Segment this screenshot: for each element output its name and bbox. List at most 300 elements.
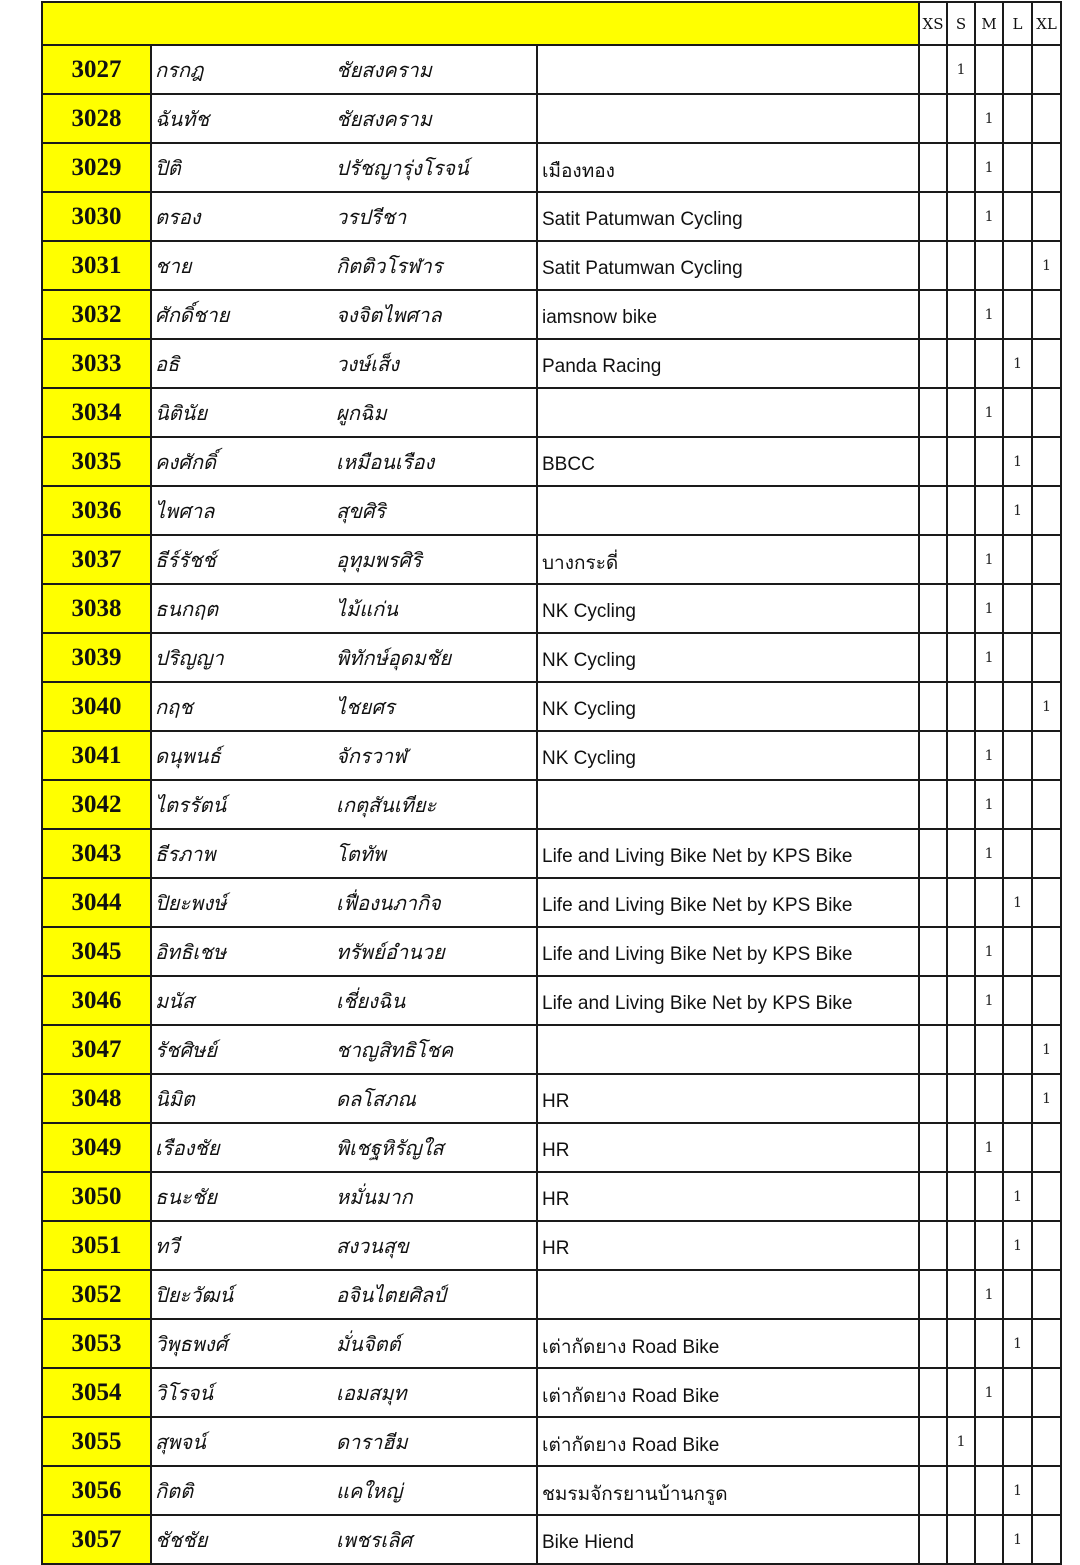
name-cell xyxy=(151,94,537,143)
size-l-count xyxy=(1003,143,1032,192)
first-name: สุพจน์ xyxy=(155,1430,206,1454)
size-m-count xyxy=(975,339,1003,388)
first-name: อิทธิเชษ xyxy=(155,940,226,964)
size-m-count xyxy=(975,45,1003,94)
size-l-count: 1 xyxy=(1003,1515,1032,1564)
first-name: ธีรภาพ xyxy=(155,842,216,866)
bib-number: 3049 xyxy=(42,1123,151,1172)
size-m-count xyxy=(975,1417,1003,1466)
size-xs-count xyxy=(919,1515,947,1564)
size-xs-count xyxy=(919,94,947,143)
bib-number: 3038 xyxy=(42,584,151,633)
size-s-count xyxy=(947,437,975,486)
size-xl-count xyxy=(1032,192,1061,241)
last-name: สุขศิริ xyxy=(336,499,386,523)
last-name: มั่นจิตต์ xyxy=(336,1332,401,1356)
size-s-count xyxy=(947,731,975,780)
last-name: จักรวาฬ xyxy=(336,744,407,768)
size-s-count xyxy=(947,94,975,143)
size-xl-count xyxy=(1032,339,1061,388)
table-row xyxy=(42,1368,1061,1417)
size-m-count: 1 xyxy=(975,780,1003,829)
size-l-count xyxy=(1003,976,1032,1025)
size-m-count: 1 xyxy=(975,584,1003,633)
name-cell xyxy=(151,780,537,829)
size-s-count: 1 xyxy=(947,45,975,94)
table-row xyxy=(42,1221,1061,1270)
last-name: โตทัพ xyxy=(336,842,387,866)
size-s-count xyxy=(947,486,975,535)
name-cell xyxy=(151,976,537,1025)
team-name xyxy=(537,780,919,829)
size-s-count xyxy=(947,633,975,682)
size-xl-count xyxy=(1032,1515,1061,1564)
last-name: อจินไตยศิลป์ xyxy=(336,1283,446,1307)
size-m-count: 1 xyxy=(975,290,1003,339)
size-s-count xyxy=(947,241,975,290)
size-xl-count xyxy=(1032,1172,1061,1221)
name-cell xyxy=(151,1417,537,1466)
first-name: รัชศิษย์ xyxy=(155,1038,217,1062)
size-s-count xyxy=(947,290,975,339)
size-l-count xyxy=(1003,290,1032,339)
size-m-count xyxy=(975,878,1003,927)
first-name: นิตินัย xyxy=(155,401,208,425)
registration-table xyxy=(41,1,1062,1565)
size-xs-count xyxy=(919,633,947,682)
last-name: เอมสมุท xyxy=(336,1381,407,1405)
table-row xyxy=(42,1515,1061,1564)
bib-number: 3047 xyxy=(42,1025,151,1074)
size-m-count xyxy=(975,486,1003,535)
size-xl-count xyxy=(1032,143,1061,192)
size-l-count: 1 xyxy=(1003,486,1032,535)
team-name: Satit Patumwan Cycling xyxy=(537,192,919,241)
size-xs-count xyxy=(919,388,947,437)
name-cell xyxy=(151,241,537,290)
table-row xyxy=(42,192,1061,241)
size-l-count xyxy=(1003,1025,1032,1074)
size-xs-count xyxy=(919,780,947,829)
team-name xyxy=(537,45,919,94)
size-xl-count xyxy=(1032,486,1061,535)
team-name: HR xyxy=(537,1221,919,1270)
size-s-count xyxy=(947,192,975,241)
name-cell xyxy=(151,633,537,682)
size-m-count xyxy=(975,1221,1003,1270)
name-cell xyxy=(151,878,537,927)
size-m-count xyxy=(975,682,1003,731)
name-cell xyxy=(151,290,537,339)
table-row xyxy=(42,1270,1061,1319)
size-s-count xyxy=(947,878,975,927)
first-name: ปริญญา xyxy=(155,646,224,670)
size-xs-count xyxy=(919,878,947,927)
bib-number: 3027 xyxy=(42,45,151,94)
team-name: Panda Racing xyxy=(537,339,919,388)
size-xl-count xyxy=(1032,1123,1061,1172)
bib-number: 3055 xyxy=(42,1417,151,1466)
size-l-count xyxy=(1003,731,1032,780)
size-xl-count xyxy=(1032,633,1061,682)
size-l-count xyxy=(1003,388,1032,437)
size-l-count xyxy=(1003,927,1032,976)
team-name: เต่ากัดยาง Road Bike xyxy=(537,1368,919,1417)
size-m-count xyxy=(975,1466,1003,1515)
table-row xyxy=(42,1123,1061,1172)
size-l-count xyxy=(1003,241,1032,290)
size-s-count xyxy=(947,829,975,878)
size-xs-count xyxy=(919,535,947,584)
size-l-count xyxy=(1003,1368,1032,1417)
size-m-count xyxy=(975,1172,1003,1221)
bib-number: 3032 xyxy=(42,290,151,339)
name-cell xyxy=(151,1319,537,1368)
size-s-count xyxy=(947,1025,975,1074)
bib-number: 3042 xyxy=(42,780,151,829)
name-cell xyxy=(151,486,537,535)
first-name: กิตติ xyxy=(155,1479,194,1503)
table-row xyxy=(42,486,1061,535)
size-xs-count xyxy=(919,829,947,878)
size-s-count: 1 xyxy=(947,1417,975,1466)
size-xs-count xyxy=(919,486,947,535)
last-name: สงวนสุข xyxy=(336,1234,409,1258)
team-name: ชมรมจักรยานบ้านกรูด xyxy=(537,1466,919,1515)
size-xl-count xyxy=(1032,1221,1061,1270)
first-name: กฤช xyxy=(155,695,193,719)
team-name: BBCC xyxy=(537,437,919,486)
name-cell xyxy=(151,1172,537,1221)
size-l-count xyxy=(1003,1270,1032,1319)
first-name: วิพุธพงศ์ xyxy=(155,1332,228,1356)
size-m-count xyxy=(975,1319,1003,1368)
table-row xyxy=(42,1319,1061,1368)
team-name xyxy=(537,1270,919,1319)
first-name: ทวี xyxy=(155,1234,180,1258)
size-xs-count xyxy=(919,1074,947,1123)
size-l-count xyxy=(1003,192,1032,241)
team-name: เต่ากัดยาง Road Bike xyxy=(537,1319,919,1368)
first-name: ศักดิ์ชาย xyxy=(155,303,230,327)
size-xl-count: 1 xyxy=(1032,241,1061,290)
team-name: เต่ากัดยาง Road Bike xyxy=(537,1417,919,1466)
size-s-count xyxy=(947,584,975,633)
size-m-count: 1 xyxy=(975,731,1003,780)
bib-number: 3037 xyxy=(42,535,151,584)
table-row xyxy=(42,1417,1061,1466)
size-xl-count xyxy=(1032,976,1061,1025)
size-m-count: 1 xyxy=(975,1123,1003,1172)
name-cell xyxy=(151,1123,537,1172)
name-cell xyxy=(151,1221,537,1270)
last-name: เพชรเลิศ xyxy=(336,1528,413,1552)
name-cell xyxy=(151,927,537,976)
first-name: วิโรจน์ xyxy=(155,1381,214,1405)
last-name: เชี่ยงฉิน xyxy=(336,989,406,1013)
size-l-count xyxy=(1003,682,1032,731)
last-name: หมั่นมาก xyxy=(336,1185,413,1209)
size-l-count: 1 xyxy=(1003,1221,1032,1270)
size-m-count: 1 xyxy=(975,94,1003,143)
team-name: NK Cycling xyxy=(537,731,919,780)
first-name: อธิ xyxy=(155,352,180,376)
size-xl-count: 1 xyxy=(1032,1025,1061,1074)
team-name: NK Cycling xyxy=(537,633,919,682)
size-s-count xyxy=(947,1074,975,1123)
name-cell xyxy=(151,535,537,584)
table-row xyxy=(42,143,1061,192)
size-xs-count xyxy=(919,143,947,192)
size-s-count xyxy=(947,780,975,829)
size-m-count: 1 xyxy=(975,535,1003,584)
bib-number: 3040 xyxy=(42,682,151,731)
size-l-count xyxy=(1003,94,1032,143)
size-s-count xyxy=(947,1221,975,1270)
header-size-xl: XL xyxy=(1032,2,1061,45)
last-name: ดาราฮีม xyxy=(336,1430,408,1454)
size-m-count: 1 xyxy=(975,633,1003,682)
name-cell xyxy=(151,1515,537,1564)
size-m-count xyxy=(975,241,1003,290)
last-name: พิเชฐหิรัญใส xyxy=(336,1136,444,1160)
size-xs-count xyxy=(919,1417,947,1466)
team-name: HR xyxy=(537,1074,919,1123)
size-xs-count xyxy=(919,1123,947,1172)
bib-number: 3035 xyxy=(42,437,151,486)
size-xs-count xyxy=(919,1172,947,1221)
size-l-count xyxy=(1003,1074,1032,1123)
team-name xyxy=(537,94,919,143)
bib-number: 3054 xyxy=(42,1368,151,1417)
size-xl-count xyxy=(1032,290,1061,339)
size-xl-count: 1 xyxy=(1032,1074,1061,1123)
name-cell xyxy=(151,682,537,731)
size-xl-count xyxy=(1032,1466,1061,1515)
first-name: ไตรรัตน์ xyxy=(155,793,227,817)
first-name: กรกฎ xyxy=(155,58,204,82)
last-name: พิทักษ์อุดมชัย xyxy=(336,646,452,670)
team-name: Satit Patumwan Cycling xyxy=(537,241,919,290)
bib-number: 3046 xyxy=(42,976,151,1025)
bib-number: 3044 xyxy=(42,878,151,927)
team-name: NK Cycling xyxy=(537,584,919,633)
name-cell xyxy=(151,1270,537,1319)
size-l-count: 1 xyxy=(1003,1466,1032,1515)
table-row xyxy=(42,731,1061,780)
size-xl-count xyxy=(1032,535,1061,584)
size-xl-count xyxy=(1032,829,1061,878)
bib-number: 3041 xyxy=(42,731,151,780)
size-m-count: 1 xyxy=(975,829,1003,878)
size-m-count: 1 xyxy=(975,1368,1003,1417)
size-s-count xyxy=(947,535,975,584)
size-xl-count xyxy=(1032,731,1061,780)
size-xs-count xyxy=(919,1368,947,1417)
bib-number: 3039 xyxy=(42,633,151,682)
size-xs-count xyxy=(919,731,947,780)
team-name: HR xyxy=(537,1123,919,1172)
team-name xyxy=(537,388,919,437)
size-l-count xyxy=(1003,584,1032,633)
bib-number: 3030 xyxy=(42,192,151,241)
size-xs-count xyxy=(919,1319,947,1368)
name-cell xyxy=(151,1466,537,1515)
last-name: ชัยสงคราม xyxy=(336,107,432,131)
size-l-count: 1 xyxy=(1003,339,1032,388)
size-xs-count xyxy=(919,1270,947,1319)
size-l-count: 1 xyxy=(1003,1319,1032,1368)
size-xl-count xyxy=(1032,780,1061,829)
table-row xyxy=(42,976,1061,1025)
last-name: เกตุสันเทียะ xyxy=(336,793,437,817)
table-row xyxy=(42,1172,1061,1221)
header-size-l: L xyxy=(1003,2,1032,45)
first-name: ดนุพนธ์ xyxy=(155,744,221,768)
name-cell xyxy=(151,437,537,486)
bib-number: 3045 xyxy=(42,927,151,976)
team-name: Life and Living Bike Net by KPS Bike xyxy=(537,829,919,878)
first-name: ชัชชัย xyxy=(155,1528,208,1552)
size-m-count xyxy=(975,437,1003,486)
team-name xyxy=(537,486,919,535)
table-row xyxy=(42,45,1061,94)
name-cell xyxy=(151,1368,537,1417)
team-name: บางกระดี่ xyxy=(537,535,919,584)
size-xl-count xyxy=(1032,1270,1061,1319)
size-s-count xyxy=(947,1319,975,1368)
team-name: HR xyxy=(537,1172,919,1221)
bib-number: 3028 xyxy=(42,94,151,143)
size-xl-count: 1 xyxy=(1032,682,1061,731)
size-xs-count xyxy=(919,1466,947,1515)
size-xs-count xyxy=(919,976,947,1025)
size-m-count xyxy=(975,1025,1003,1074)
table-row xyxy=(42,584,1061,633)
last-name: แคใหญ่ xyxy=(336,1479,403,1503)
size-xl-count xyxy=(1032,45,1061,94)
size-l-count: 1 xyxy=(1003,878,1032,927)
table-row xyxy=(42,94,1061,143)
table-row xyxy=(42,241,1061,290)
team-name: NK Cycling xyxy=(537,682,919,731)
bib-number: 3033 xyxy=(42,339,151,388)
bib-number: 3031 xyxy=(42,241,151,290)
header-size-m: M xyxy=(975,2,1003,45)
last-name: อุทุมพรศิริ xyxy=(336,548,422,572)
size-s-count xyxy=(947,388,975,437)
size-xs-count xyxy=(919,192,947,241)
name-cell xyxy=(151,1074,537,1123)
size-m-count: 1 xyxy=(975,388,1003,437)
size-xl-count xyxy=(1032,584,1061,633)
size-xl-count xyxy=(1032,1368,1061,1417)
size-xl-count xyxy=(1032,1319,1061,1368)
last-name: ชาญสิทธิโชค xyxy=(336,1038,454,1062)
size-s-count xyxy=(947,339,975,388)
table-row xyxy=(42,1025,1061,1074)
table-row xyxy=(42,388,1061,437)
size-xs-count xyxy=(919,927,947,976)
size-xl-count xyxy=(1032,388,1061,437)
table-row xyxy=(42,290,1061,339)
last-name: เฟื่องนภากิจ xyxy=(336,891,441,915)
team-name xyxy=(537,1025,919,1074)
last-name: ดลโสภณ xyxy=(336,1087,416,1111)
size-m-count: 1 xyxy=(975,976,1003,1025)
bib-number: 3036 xyxy=(42,486,151,535)
size-l-count: 1 xyxy=(1003,437,1032,486)
size-l-count xyxy=(1003,45,1032,94)
bib-number: 3057 xyxy=(42,1515,151,1564)
size-s-count xyxy=(947,1368,975,1417)
size-s-count xyxy=(947,1123,975,1172)
name-cell xyxy=(151,584,537,633)
name-cell xyxy=(151,143,537,192)
name-cell xyxy=(151,192,537,241)
table-row xyxy=(42,1466,1061,1515)
first-name: ปิยะพงษ์ xyxy=(155,891,227,915)
bib-number: 3051 xyxy=(42,1221,151,1270)
last-name: ปรัชญารุ่งโรจน์ xyxy=(336,156,469,180)
size-s-count xyxy=(947,1466,975,1515)
size-s-count xyxy=(947,1515,975,1564)
size-m-count xyxy=(975,1515,1003,1564)
last-name: ไม้แก่น xyxy=(336,597,398,621)
team-name: Life and Living Bike Net by KPS Bike xyxy=(537,976,919,1025)
last-name: ทรัพย์อำนวย xyxy=(336,940,445,964)
table-row xyxy=(42,829,1061,878)
size-xs-count xyxy=(919,45,947,94)
size-xl-count xyxy=(1032,437,1061,486)
last-name: ไชยศร xyxy=(336,695,395,719)
size-s-count xyxy=(947,1270,975,1319)
name-cell xyxy=(151,45,537,94)
last-name: วรปรีชา xyxy=(336,205,407,229)
size-m-count xyxy=(975,1074,1003,1123)
size-l-count: 1 xyxy=(1003,1172,1032,1221)
name-cell xyxy=(151,1025,537,1074)
size-xl-count xyxy=(1032,94,1061,143)
table-row xyxy=(42,339,1061,388)
bib-number: 3053 xyxy=(42,1319,151,1368)
first-name: ธนะชัย xyxy=(155,1185,217,1209)
size-l-count xyxy=(1003,780,1032,829)
size-s-count xyxy=(947,1172,975,1221)
size-xs-count xyxy=(919,437,947,486)
size-m-count: 1 xyxy=(975,143,1003,192)
last-name: ผูกฉิม xyxy=(336,401,387,425)
first-name: ฉันทัช xyxy=(155,107,210,131)
table-row xyxy=(42,927,1061,976)
last-name: เหมือนเรือง xyxy=(336,450,435,474)
size-xs-count xyxy=(919,1025,947,1074)
name-cell xyxy=(151,388,537,437)
first-name: คงศักดิ์ xyxy=(155,450,216,474)
team-name: Life and Living Bike Net by KPS Bike xyxy=(537,927,919,976)
size-l-count xyxy=(1003,1417,1032,1466)
header-size-xs: XS xyxy=(919,2,947,45)
size-s-count xyxy=(947,927,975,976)
table-row xyxy=(42,535,1061,584)
header-row xyxy=(42,2,1061,45)
size-xl-count xyxy=(1032,927,1061,976)
size-l-count xyxy=(1003,535,1032,584)
header-size-s: S xyxy=(947,2,975,45)
last-name: ชัยสงคราม xyxy=(336,58,432,82)
first-name: ธนกฤต xyxy=(155,597,219,621)
table-row xyxy=(42,878,1061,927)
